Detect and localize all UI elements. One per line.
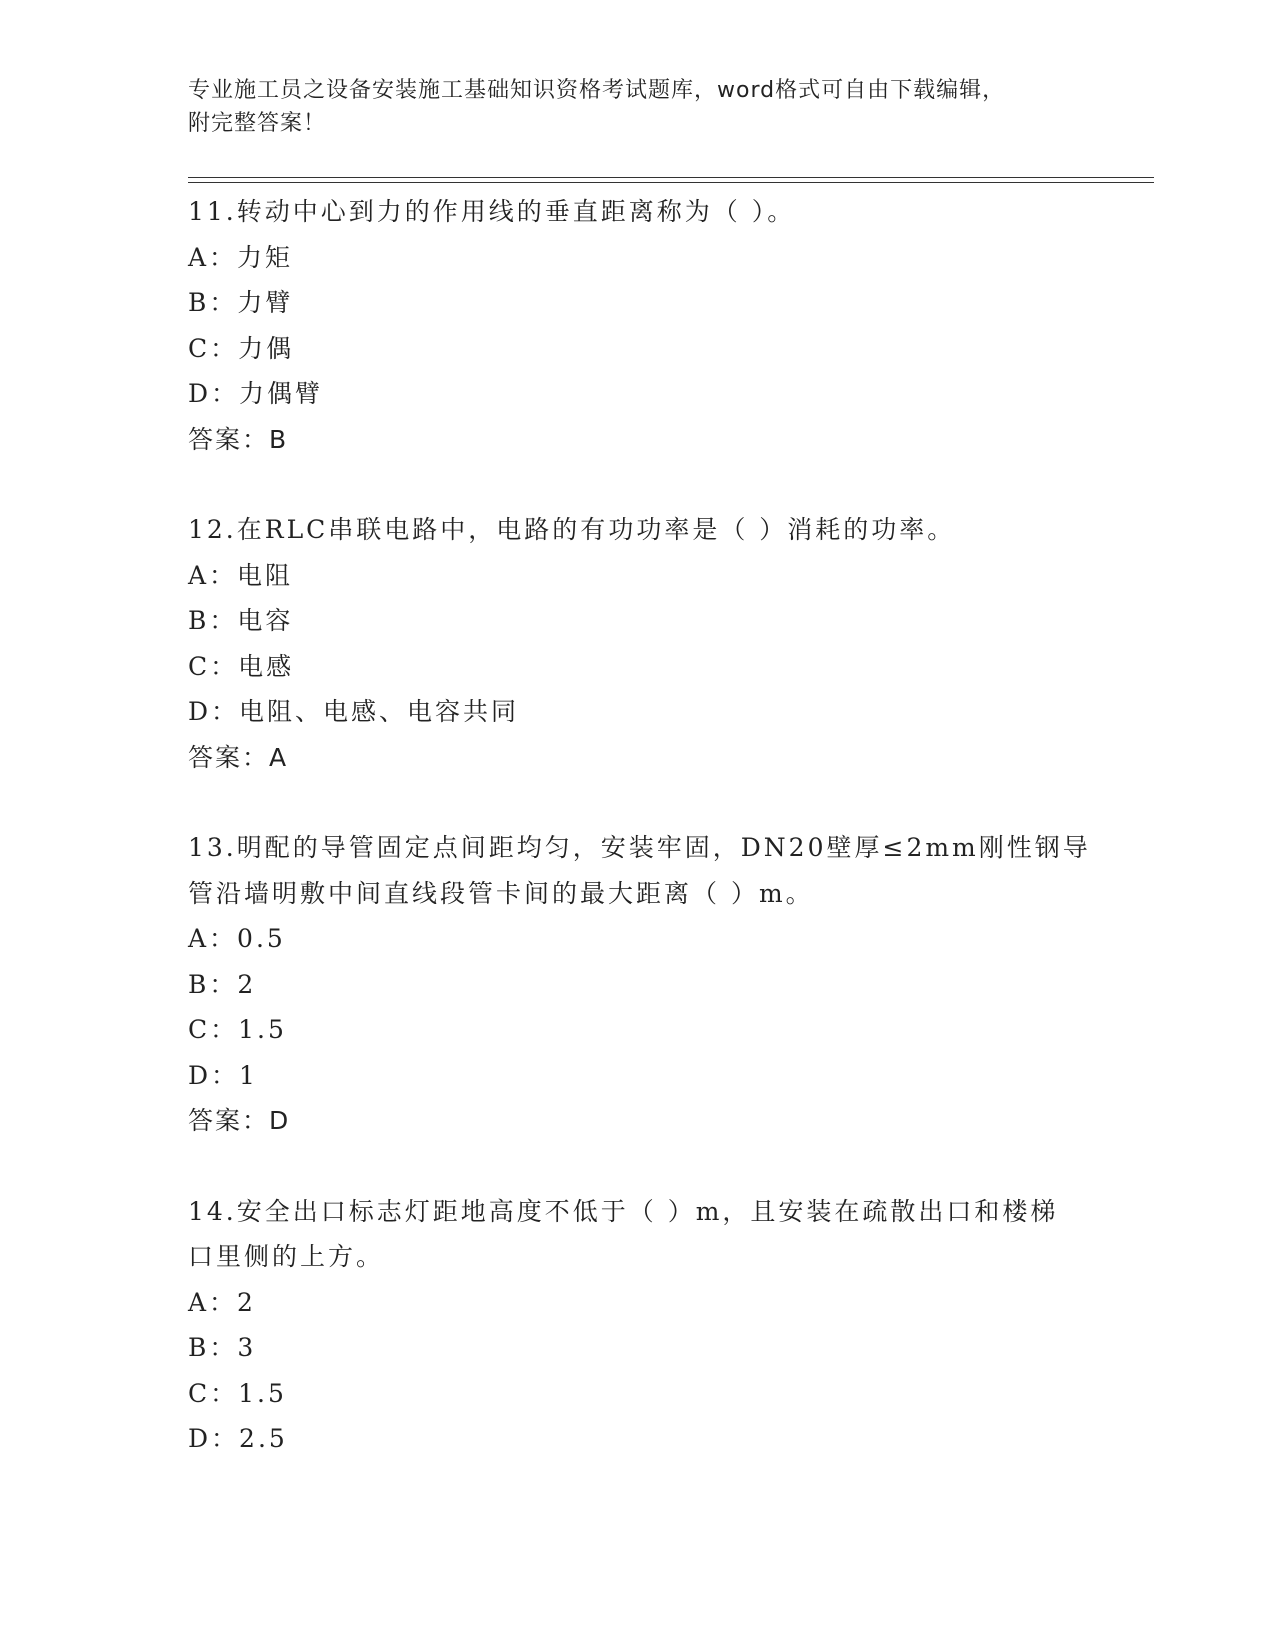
question-13 — [188, 825, 1091, 1144]
question-stem-line-1: 14.安全出口标志灯距地高度不低于（ ）m，且安装在疏散出口和楼梯 — [188, 1196, 1059, 1226]
header-line-1: 专业施工员之设备安装施工基础知识资格考试题库，word格式可自由下载编辑， — [188, 78, 1006, 103]
answer: 答案：D — [188, 1106, 291, 1135]
question-stem-line-2: 口里侧的上方。 — [188, 1242, 385, 1271]
question-11 — [188, 189, 1088, 462]
header-divider-bottom — [188, 182, 1154, 183]
option-b: B：电容 — [188, 606, 294, 635]
document-header — [188, 74, 1068, 140]
option-d: D：2.5 — [188, 1424, 288, 1453]
question-stem-line-2: 管沿墙明敷中间直线段管卡间的最大距离（ ）m。 — [188, 878, 814, 908]
header-divider-top — [188, 177, 1154, 178]
question-list — [188, 189, 1091, 1507]
option-c: C：力偶 — [188, 333, 295, 363]
answer: 答案：B — [188, 424, 289, 454]
question-14 — [188, 1189, 1088, 1462]
option-a: A：力矩 — [188, 242, 294, 272]
option-b: B：力臂 — [188, 288, 294, 317]
option-d: D：电阻、电感、电容共同 — [188, 697, 520, 726]
option-c: C：1.5 — [188, 1015, 287, 1044]
option-c: C：电感 — [188, 651, 295, 681]
question-stem: 11.转动中心到力的作用线的垂直距离称为（ ）。 — [188, 197, 796, 226]
answer: 答案：A — [188, 742, 289, 772]
question-stem-line-1: 13.明配的导管固定点间距均匀，安装牢固，DN20壁厚≤2mm刚性钢导 — [188, 833, 1091, 862]
question-stem: 12.在RLC串联电路中，电路的有功功率是（ ）消耗的功率。 — [188, 515, 956, 544]
question-12 — [188, 507, 1088, 780]
option-d: D：1 — [188, 1060, 258, 1090]
option-c: C：1.5 — [188, 1378, 287, 1408]
option-d: D：力偶臂 — [188, 379, 324, 408]
header-line-2: 附完整答案！ — [188, 111, 327, 136]
option-b: B：3 — [188, 1333, 257, 1362]
option-b: B：2 — [188, 969, 257, 999]
option-a: A：0.5 — [188, 924, 286, 953]
option-a: A：2 — [188, 1287, 256, 1317]
option-a: A：电阻 — [188, 560, 294, 590]
